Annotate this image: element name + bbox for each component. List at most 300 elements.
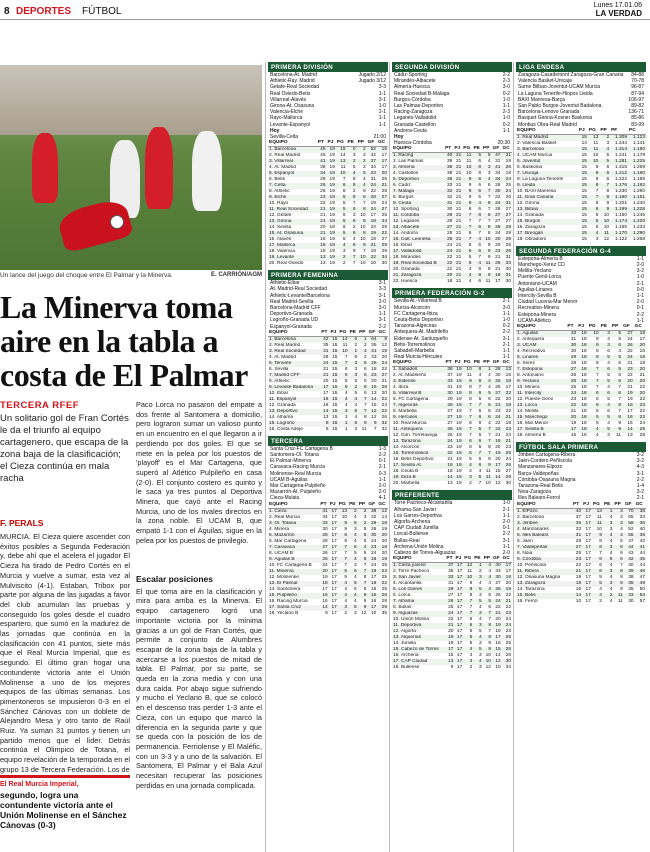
team-name: 7. Unicaja [516,171,578,177]
stat-cell: 6 [344,366,348,372]
team-name: 7. Valdepeñas [516,545,572,551]
stat-cell: 18 [581,361,587,367]
stat-cell: 31 [444,201,453,207]
stat-cell: 15 [329,336,338,343]
stat-cell: 17 [454,611,463,617]
stat-cell: 6 [357,195,367,201]
stat-cell: 22 [627,373,633,379]
stat-cell: 31 [495,159,501,165]
match-teams: Logroño-Granada UD [270,317,319,324]
match-teams: El Palmar-Minerva [270,458,312,465]
team-name: 5. Tenerife [268,361,320,367]
stat-cell: 27 [377,195,388,201]
stat-cell: 3 [463,659,473,665]
stat-cell: 19 [505,159,511,165]
stat-cell: 8 [478,171,482,177]
stat-cell: 21 [453,177,462,183]
standings-row [516,147,646,153]
stats-col-a [268,62,388,620]
stat-cell: 1.176 [610,183,628,189]
stat-cell: 7 [487,219,491,225]
stat-cell: 9 [487,255,491,261]
stat-cell: 40 [639,526,645,532]
stat-cell: 17 [454,659,463,665]
stat-cell: 9 [482,273,492,279]
stat-cell: 26 [495,183,501,189]
team-name: 13. Zaragoza [516,581,572,587]
stat-cell: 19 [322,574,328,580]
stat-cell: 4 [609,538,613,544]
match-teams: Girona-At. Osasuna [270,103,315,110]
stat-cell: 20 [634,367,646,373]
stat-cell: 19 [367,569,377,575]
stat-cell: 10 [360,237,366,243]
match-teams: At. Madrid-Real Sociedad [270,286,327,293]
stat-cell: 30 [566,343,577,349]
stat-cell: 17 [445,647,454,653]
stat-cell: 20 [377,171,388,177]
stat-cell: 19 [456,421,462,427]
body-text-3: El que toma aire en la clasificación y mira para arriba es la Minerva. El equipo cartagenero logró una importante victoria por la mínima gracias a un gol de Fran Cortés, que permite a conjunto de Alumbres escapar de la zona baja de la tabla y acercarse a los puestos de mitad de tabla. El Palmar, por su parte, se queda en la zona media y con una dura caída. Por abajo sigue sufriendo y mucho el Yeclano B, que se colocó en el descenso tras perder 1-3 ante el Cieza, con un equipo que marcó la diferencia en la segunda parte y que se queda con la posición de los de permanencia. Ferriolense y El Maléfic, con un 3-3 y a uno de la salvación. El Santomera, El Palmar y el Bala Azul necesitan recuperar las posiciones perdidas en una jornada complicada. [136,586,262,790]
stat-cell: 1 [349,349,359,355]
stat-cell: 6 [588,391,600,397]
stat-cell: 6 [488,409,491,415]
stat-cell: 17 [322,586,328,592]
stat-cell: 10 [588,159,599,165]
stat-cell: 22 [445,451,454,457]
stat-cell: 24 [639,421,645,427]
stat-cell: 8 [357,207,367,213]
stat-cell: 21 [455,267,462,273]
standings-row [516,599,646,605]
photo-caption [0,272,262,279]
stat-cell: 6 [478,279,482,285]
stat-cell: 4 [354,402,358,408]
stat-cell: 5 [611,331,622,338]
team-name: 15. Cabezo de Torres [392,647,445,653]
stat-cell: 6 [607,349,610,355]
stat-cell: 19 [575,574,582,580]
stat-cell: 9 [482,463,492,469]
standings-row [516,207,646,213]
col-header: PP [358,330,368,337]
stat-cell: 33 [575,526,582,532]
stat-cell: 7 [483,611,492,617]
stat-cell: 22 [367,255,377,261]
stat-cell: 16 [505,373,511,379]
stat-cell: 25 [570,385,577,391]
stat-cell: 15 [581,212,587,218]
column-divider [389,62,390,852]
stat-cell: 15 [329,361,338,367]
photo-credit: E. CARRIÓN/AGM [211,272,262,278]
stat-cell: 21 [453,201,462,207]
team-name: 10. Unión Molina [393,617,429,623]
stat-cell: 4 [358,349,368,355]
standings-row [516,165,646,171]
team-name: 10. Real Murcia [393,421,427,427]
team-name: 15. Manchego [516,415,566,421]
match-teams: Lorcal-Bullense [394,531,429,538]
box-title: PRIMERA FEMENINA [268,270,388,280]
stat-cell: 18 [577,415,588,421]
stat-cell: 5 [472,153,482,160]
stat-cell: 1.188 [632,176,645,182]
stat-cell: 5 [606,152,610,158]
stat-cell: 4 [352,237,356,243]
team-name: 16. Ferrol [517,598,538,604]
stat-cell: 30 [367,533,377,539]
stat-cell: 15 [332,342,338,348]
stat-cell: 4 [344,402,348,408]
match-teams: Antoniano-UCAM [518,280,557,287]
stat-cell: 15 [368,385,378,391]
stat-cell: 22 [505,605,511,611]
box-title: TERCERA [268,436,388,446]
stat-cell: 13 [502,367,512,374]
match-score: 84-88 [631,72,644,78]
stat-cell: 5 [607,397,610,403]
stat-cell: 39 [624,569,635,575]
stat-cell: 43 [628,550,634,556]
stat-cell: 3 [482,165,492,171]
stat-cell: 6 [462,249,472,255]
match-teams: Real Oviedo-Betis [270,90,311,97]
stat-cell: 29 [381,249,387,255]
team-name: 6. Betis [269,177,285,183]
stat-cell: 4 [609,514,613,520]
stat-cell: 32 [444,189,453,195]
stat-cell: 7 [463,403,473,409]
segunda-federacion-box [516,246,646,439]
stat-cell: 34 [377,219,388,225]
stat-cell: 5 [592,581,603,587]
stat-cell: 5 [338,569,348,575]
stat-cell: 33 [624,593,635,599]
stat-cell: 5 [595,224,599,230]
stat-cell: 22 [639,397,645,403]
stat-cell: 1.165 [615,224,628,230]
stat-cell: 24 [627,337,633,343]
stat-cell: 15 [581,164,587,170]
stat-cell: 15 [578,219,588,225]
standings-row [516,153,646,159]
stat-cell: 20 [492,237,502,243]
team-name: 9. Ceuta [392,201,444,207]
stat-cell: 17 [492,463,502,469]
stat-cell: 10 [466,171,472,177]
stat-cell: 11 [462,153,472,160]
stat-cell: 15 [578,171,588,177]
stat-cell: 31 [370,177,376,183]
match-score: 0-2 [502,90,510,97]
stat-cell: 18 [577,367,588,373]
stat-cell: 5 [338,385,348,391]
stat-cell: 4 [357,183,367,189]
team-name: 12. Girona [517,200,540,206]
standings-row [516,237,646,243]
stat-cell: 24 [622,355,634,361]
stat-cell: 18 [634,331,646,338]
stat-cell: 10 [485,481,491,487]
stat-cell: 20 [495,617,501,623]
stat-cell: 35 [444,177,453,183]
standings-row [268,261,388,267]
stat-cell: 5 [354,586,357,592]
team-name: 12. Algorfa [393,629,416,635]
stat-cell: 19 [327,207,336,213]
stat-cell: 17 [585,598,591,604]
stat-cell: 4 [478,617,482,623]
team-name: 4. Ibiza [393,385,409,391]
stat-cell: 21 [572,569,582,575]
stat-cell: 21 [453,261,462,267]
stat-cell: 4 [618,349,622,355]
stat-cell: 1 [603,508,613,515]
stat-cell: 19 [456,397,462,403]
stat-cell: 23 [570,397,577,403]
stat-cell: 9 [478,421,482,427]
match-score: 1-1 [636,255,644,262]
stat-cell: 31 [447,385,453,391]
stat-cell: 5 [469,457,472,463]
stats-col-c [516,62,646,608]
stat-cell: 24 [502,623,512,629]
match-score: 3-1 [502,335,510,342]
stat-cell: 20 [495,457,501,463]
stat-cell: 25 [381,213,387,219]
stat-cell: 18 [572,581,582,587]
stat-cell: 19 [329,249,335,255]
col-header: PT [445,360,454,367]
stat-cell: 6 [348,581,358,587]
match-score: 70-78 [631,78,644,85]
stat-cell: 7 [595,188,599,194]
stat-cell: 21 [453,273,462,279]
stat-cell: 9 [463,379,473,385]
team-name: 17. CAP Ciudad [392,659,445,665]
match-teams: Algorfa-Archena [394,519,431,526]
stat-cell: 64 [368,336,378,343]
stat-cell: 19 [327,147,336,154]
stat-cell: 17 [320,385,329,391]
stat-cell: 10 [370,261,376,267]
stat-cell: 35 [448,569,454,575]
stat-cell: 5 [344,574,348,580]
stat-cell: 5 [472,189,482,195]
match-teams: Recreativo-Minera [518,305,559,312]
stat-cell: 4 [354,538,357,544]
stat-cell: 6 [588,207,599,213]
stat-cell: 28 [378,385,389,391]
standings-header [268,140,388,147]
stat-cell: 28 [323,354,329,360]
stat-cell: 10 [371,610,377,616]
stat-cell: 4 [609,550,613,556]
stat-cell: 29 [445,587,454,593]
stat-cell: 6 [592,557,603,563]
stat-cell: 19 [454,451,463,457]
stat-cell: 4 [483,575,492,581]
stat-cell: 6 [342,225,346,231]
team-name: 7. Algeciras [392,403,445,409]
team-name: 12. Gim. Torrelavega [393,433,438,439]
stat-cell: 27 [495,581,501,587]
stat-cell: 4 [483,563,492,570]
stat-cell: 35 [323,342,329,348]
stat-cell: 37 [575,514,582,520]
stat-cell: 9 [358,605,368,611]
stat-cell: 22 [505,409,511,415]
col-header: PG [588,324,600,331]
col-header: PG [338,330,348,337]
col-header: PT [320,330,329,337]
team-name: 22. Huesca [393,279,418,285]
team-name: 1. Cieza [268,508,319,515]
match-teams: Hoy [394,134,404,141]
stat-cell: 19 [454,415,463,421]
stat-cell: 1.160 [628,171,646,177]
stat-cell: 6 [463,439,473,445]
stat-cell: 29 [447,397,453,403]
stat-cell: 30 [505,481,511,487]
stat-cell: 24 [370,225,376,231]
stat-cell: 7 [478,481,482,487]
team-name: 18. Obradoiro [517,236,547,242]
stat-cell: 21 [627,361,633,367]
stat-cell: 4 [338,397,348,403]
team-name: 16. Mar Menor [517,421,549,427]
stat-cell: 25 [381,562,387,568]
stat-cell: 17 [323,390,329,396]
stat-cell: 27 [378,373,389,379]
team-name: 4. At. Madrid [269,165,296,171]
stat-cell: 1.245 [632,212,645,218]
stat-cell: 31 [570,337,577,343]
stat-cell: 5 [349,409,359,415]
team-name: 7. Estepona [516,367,566,373]
stat-cell: 2 [347,159,357,165]
stat-cell: 8 [613,569,623,575]
team-name: 3. Barcelona [516,147,578,153]
stat-cell: 3 [600,331,611,338]
results-table [268,446,388,502]
match-teams: La Laguna Tenerife-Hiopos Lleida [518,90,593,97]
team-name: 1. Barcelona [268,147,317,154]
stat-cell: 4 [348,533,358,539]
stat-cell: 18 [502,379,512,385]
stat-cell: 4 [609,574,613,580]
stat-cell: 17 [582,557,592,563]
match-score: 136-71 [628,109,644,116]
team-name: 10. Minera [517,385,540,391]
stat-cell: 25 [381,177,387,183]
match-teams: Sabadell-Marbella [394,348,435,355]
stat-cell: 7 [588,367,600,373]
team-name: 2. Real Madrid [269,153,301,159]
stat-cell: 3 [354,366,358,372]
team-name: 9. Lleida [516,183,578,189]
stat-cell: 9 [468,183,472,189]
stat-cell: 16 [495,641,501,647]
stat-cell: 7 [463,427,473,433]
stat-cell: 9 [588,171,599,177]
stat-cell: 4 [344,390,348,396]
team-name: 9. Elche [268,195,317,201]
stat-cell: 9 [462,189,472,195]
stat-cell: 17 [585,526,591,532]
stat-cell: 4 [609,598,613,604]
standings-table [392,146,512,285]
stat-cell: 25 [447,231,453,237]
stat-cell: 7 [373,426,377,432]
stat-cell: 11 [467,569,473,575]
stat-cell: 15 [578,134,588,141]
stat-cell: 7 [362,249,366,255]
stat-cell: 19 [327,243,336,249]
stat-cell: 2 [352,189,356,195]
match-teams: Valencia-Elche [270,109,303,116]
stat-cell: 7 [463,599,473,605]
stat-cell: 7 [362,201,366,207]
match-score: 2-1 [502,341,510,348]
stat-cell: 23 [367,545,377,551]
stat-cell: 4 [473,635,482,641]
stat-cell: 5 [342,201,346,207]
stat-cell: 10 [495,665,501,671]
stat-cell: 2 [599,134,610,141]
stat-cell: 53 [635,593,646,599]
match-score: 2-3 [502,109,510,116]
match-teams: Manchego-Xerez CD [518,262,565,269]
match-score: 3-2 [636,268,644,275]
match-teams: Intercity-Sevilla B [518,293,557,300]
team-name: 3. San Javier [392,575,445,581]
stat-cell: 19 [492,273,502,279]
stat-cell: 2 [469,481,472,487]
stat-cell: 31 [501,201,512,207]
stat-cell: 25 [505,243,511,249]
match-teams: Murcia-Alcorcón [394,304,431,311]
team-name: 13. Bilbao [516,207,578,213]
stat-cell: 17 [454,635,463,641]
stat-cell: 4 [478,373,482,379]
stat-cell: 2 [344,610,348,616]
match-score: 1-1 [502,310,510,317]
stat-cell: 20 [622,379,634,385]
stat-cell: 9 [358,593,368,599]
stat-cell: 3 [603,521,613,527]
stat-cell: 15 [332,414,338,420]
stat-cell: 18 [577,427,588,433]
stat-cell: 26 [322,550,328,556]
stat-cell: 5 [595,409,599,415]
stat-cell: 2 [357,147,367,154]
stat-cell: 6 [468,243,472,249]
match-score: 2-2 [502,72,510,78]
stat-cell: 1.228 [628,207,646,213]
stat-cell: 25 [492,379,502,385]
stat-cell: 28 [570,361,577,367]
ball [110,215,124,229]
stat-cell: 5 [344,378,348,384]
col-header: GC [502,556,512,563]
team-name: 8. UCAM B [269,550,293,556]
match-teams: San Pablo Burgos-Joventut Badalona [518,103,602,110]
match-score: 106-97 [628,96,644,103]
stat-cell: 26 [501,165,512,171]
stat-cell: 27 [501,213,512,219]
